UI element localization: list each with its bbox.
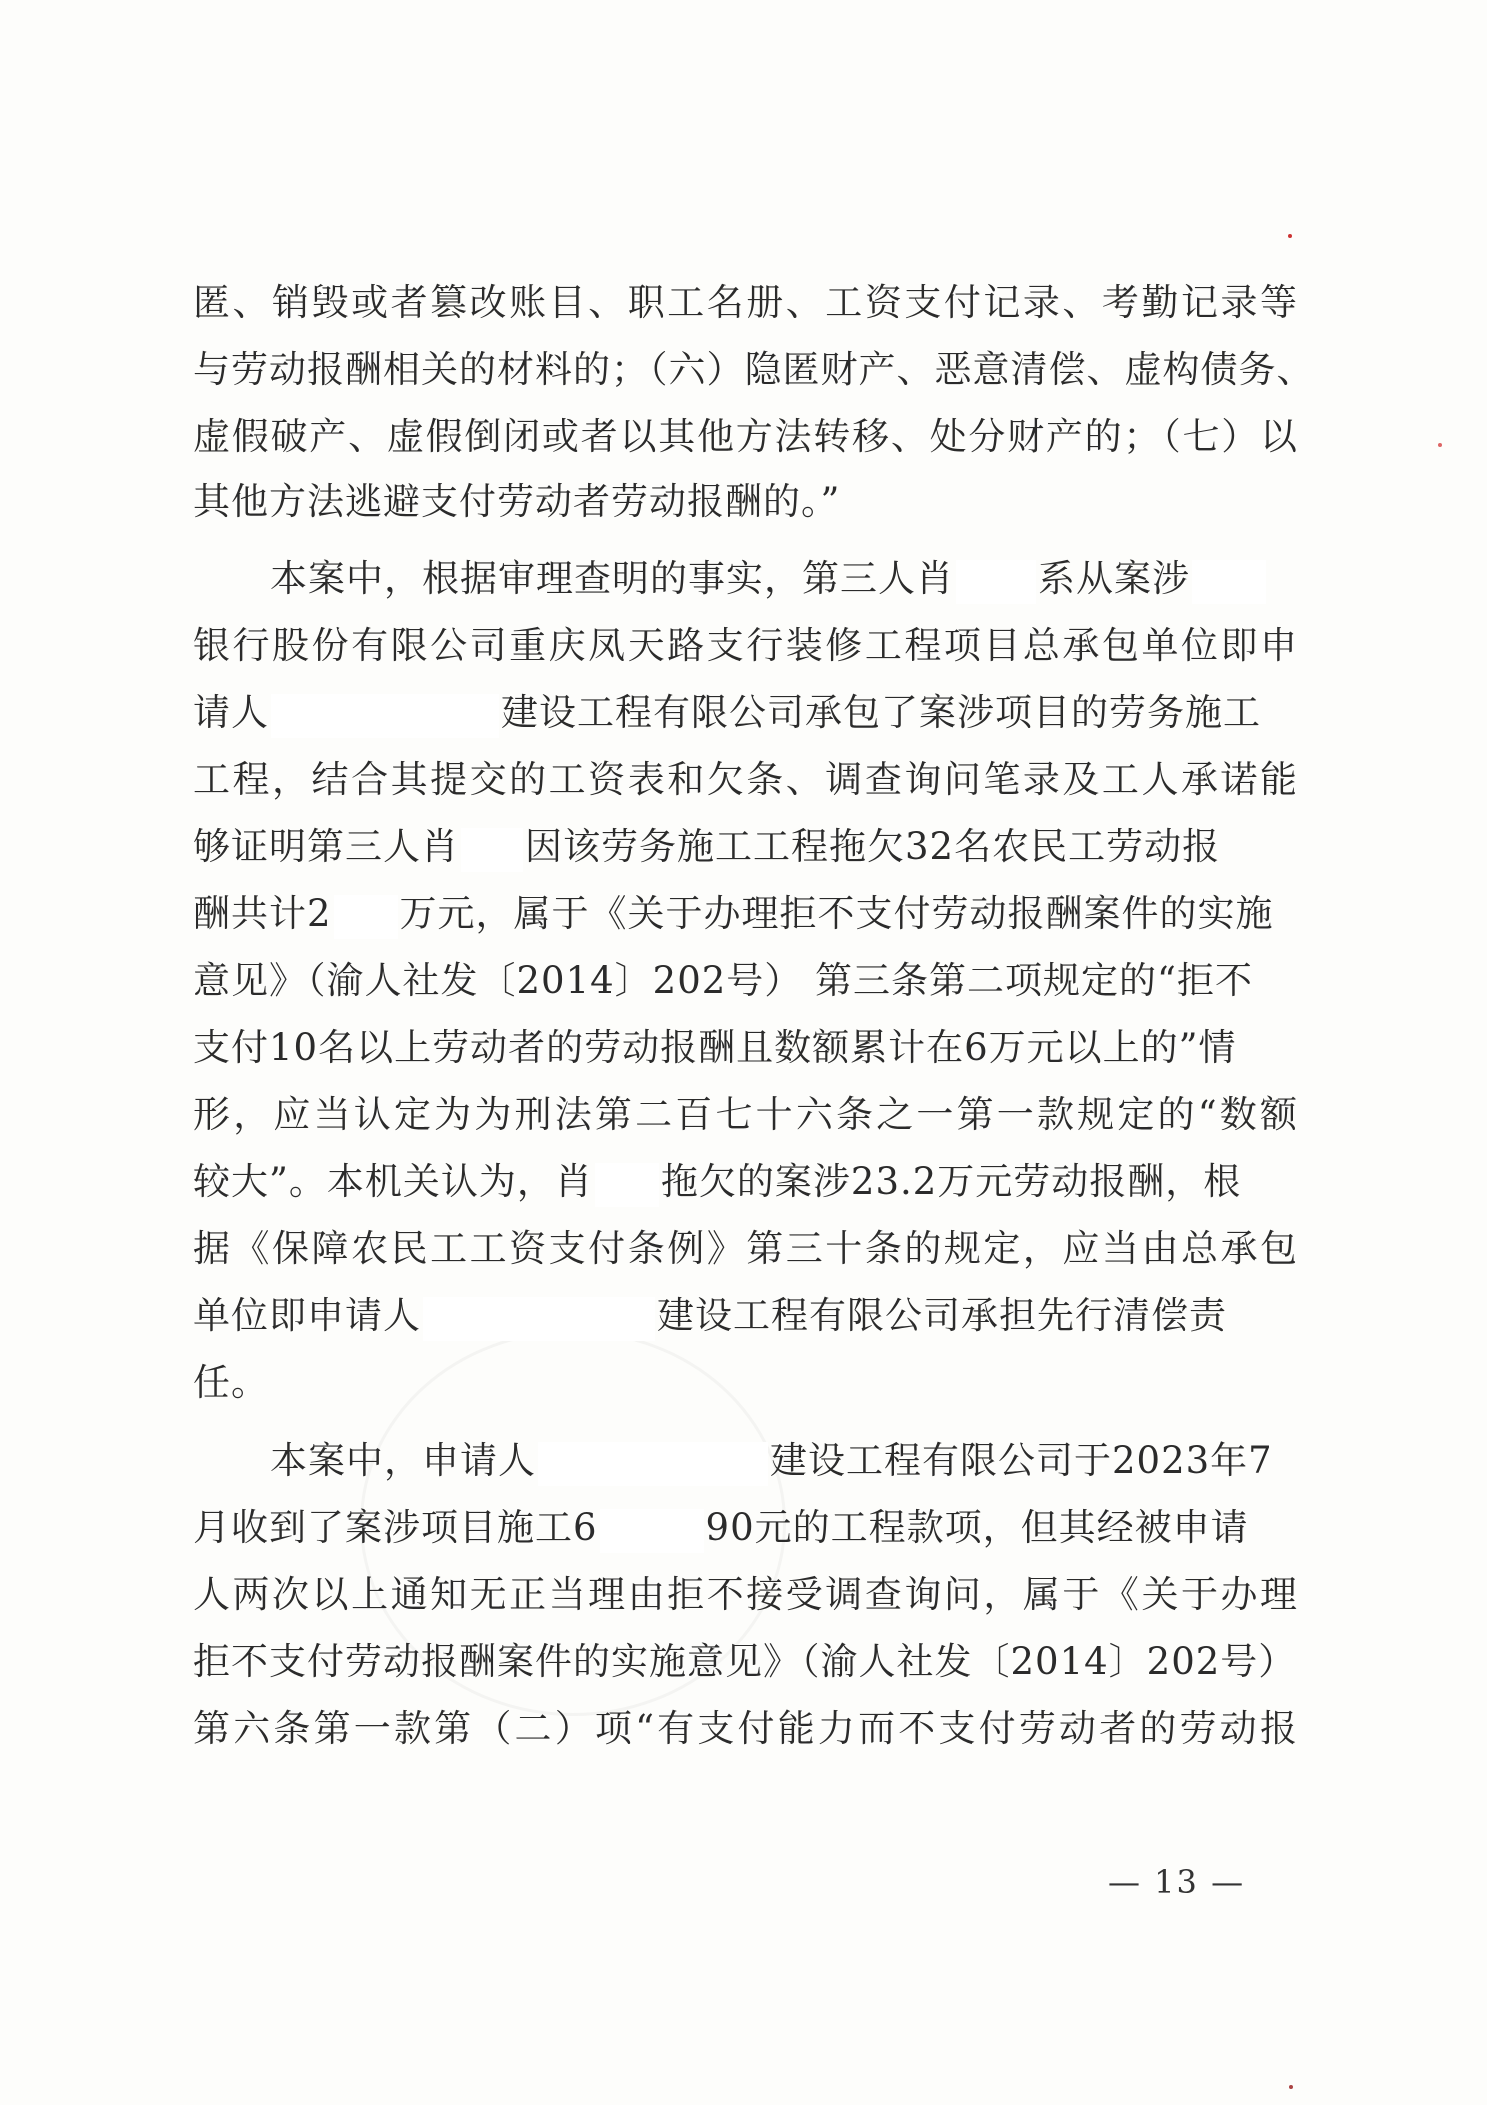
text-fragment: 本案中，申请人	[270, 1439, 536, 1482]
scan-speck	[1289, 2085, 1293, 2089]
text-line	[193, 883, 1298, 945]
text-fragment: 建设工程有限公司承包了案涉项目的劳务施工	[501, 691, 1261, 734]
text-fragment: 月收到了案涉项目施工6	[193, 1506, 598, 1549]
text-fragment: 万元，属于《关于办理拒不支付劳动报酬案件的实施	[399, 892, 1274, 935]
text-line: 虚假破产、虚假倒闭或者以其他方法转移、处分财产的；（七）以	[193, 415, 1298, 458]
text-fragment: 酬共计2	[193, 892, 332, 935]
text-fragment: 本案中，根据审理查明的事实，第三人肖	[270, 557, 954, 600]
text-fragment: 请人	[193, 691, 269, 734]
scan-speck	[1438, 443, 1442, 447]
text-line: 任。	[193, 1361, 269, 1404]
text-line: 人两次以上通知无正当理由拒不接受调查询问，属于《关于办理	[193, 1573, 1298, 1616]
text-line: 拒不支付劳动报酬案件的实施意见》（渝人社发〔2014〕202号）	[193, 1640, 1297, 1683]
redaction-box	[600, 1509, 704, 1553]
page-number: — 13 —	[1108, 1863, 1246, 1901]
text-line: 其他方法逃避支付劳动者劳动报酬的。”	[193, 480, 841, 523]
text-line	[193, 1151, 1298, 1213]
redaction-box	[595, 1163, 659, 1207]
text-fragment: 够证明第三人肖	[193, 825, 459, 868]
text-line: 匿、销毁或者篡改账目、职工名册、工资支付记录、考勤记录等	[193, 281, 1298, 324]
text-line: 工程，结合其提交的工资表和欠条、调查询问笔录及工人承诺能	[193, 758, 1298, 801]
text-fragment: 单位即申请人	[193, 1294, 421, 1337]
text-line	[193, 1497, 1298, 1559]
text-line: 支付10名以上劳动者的劳动报酬且数额累计在6万元以上的”情	[193, 1026, 1237, 1069]
text-fragment: 系从案涉	[1038, 557, 1190, 600]
text-line: 银行股份有限公司重庆凤天路支行装修工程项目总承包单位即申	[193, 624, 1298, 667]
redaction-box	[461, 828, 523, 872]
redaction-box	[271, 694, 499, 738]
text-fragment: 因该劳务施工工程拖欠32名农民工劳动报	[525, 825, 1221, 868]
text-line	[270, 548, 1298, 610]
scan-speck	[1288, 234, 1292, 238]
text-line	[270, 1430, 1298, 1492]
text-fragment: 建设工程有限公司于2023年7	[770, 1439, 1273, 1482]
text-line: 意见》（渝人社发〔2014〕202号） 第三条第二项规定的“拒不	[193, 959, 1253, 1002]
text-line	[193, 816, 1298, 878]
text-line: 形，应当认定为为刑法第二百七十六条之一第一款规定的“数额	[193, 1093, 1298, 1136]
text-line: 与劳动报酬相关的材料的；（六）隐匿财产、恶意清偿、虚构债务、	[193, 348, 1315, 391]
text-fragment: 拖欠的案涉23.2万元劳动报酬，根	[660, 1160, 1242, 1203]
text-fragment: 较大”。本机关认为，肖	[193, 1160, 593, 1203]
text-line: 据《保障农民工工资支付条例》第三十条的规定，应当由总承包	[193, 1227, 1298, 1270]
text-line	[193, 1285, 1298, 1347]
redaction-box	[538, 1442, 768, 1486]
redaction-box	[334, 895, 398, 939]
redaction-box	[956, 560, 1036, 604]
redaction-box	[423, 1297, 655, 1341]
text-fragment: 90元的工程款项，但其经被申请	[705, 1506, 1249, 1549]
text-line: 第六条第一款第（二）项“有支付能力而不支付劳动者的劳动报	[193, 1707, 1298, 1750]
text-line	[193, 682, 1298, 744]
text-fragment: 建设工程有限公司承担先行清偿责	[657, 1294, 1227, 1337]
redaction-box	[1192, 560, 1266, 604]
